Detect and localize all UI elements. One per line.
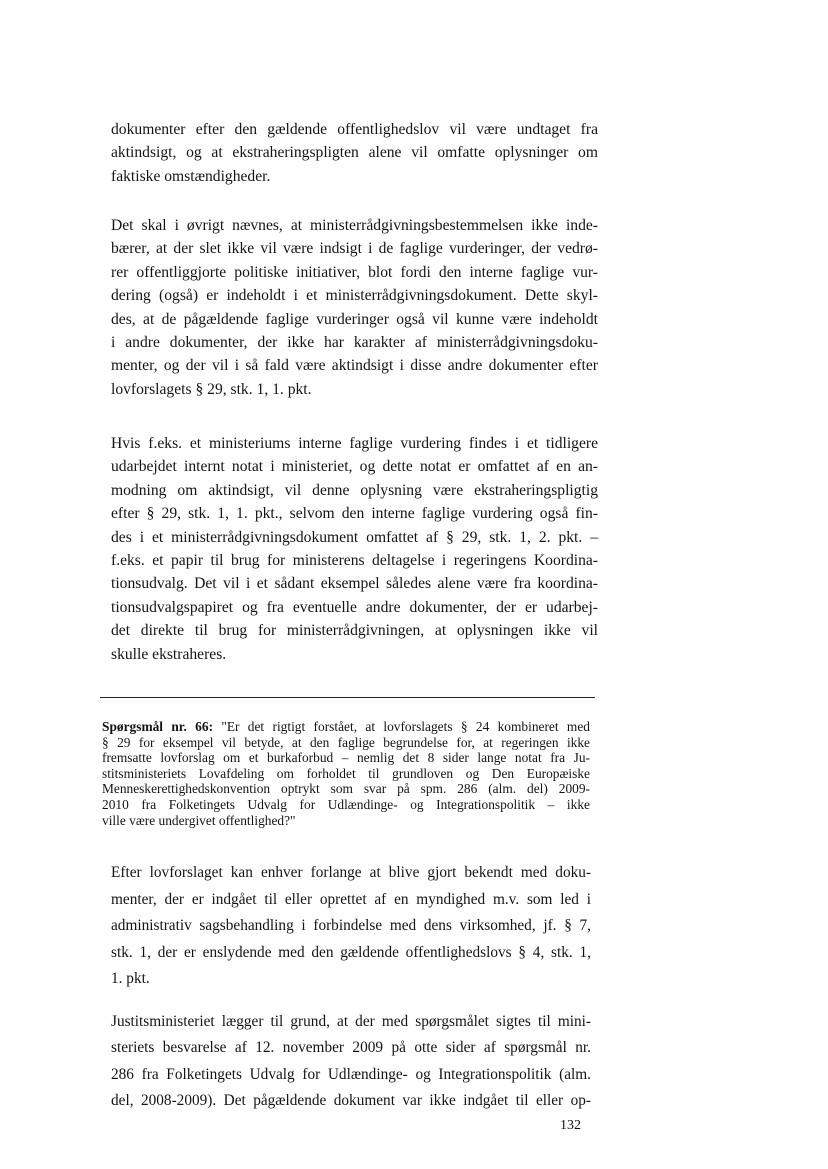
text-line: bærer, at der slet ikke vil være indsigt i de faglige vurderinger, der vedrø- xyxy=(111,240,598,258)
text-line: ville være undergivet offentlighed?" xyxy=(102,812,296,828)
text-line: 286 fra Folketingets Udvalg for Udlændinge- og Integrationspolitik (alm. xyxy=(111,1065,591,1083)
question-block xyxy=(102,719,590,828)
text-line: del, 2008-2009). Det pågældende dokument var ikke indgået til eller op- xyxy=(111,1092,591,1110)
text-line: faktiske omstændigheder. xyxy=(111,167,271,185)
text-line: tionsudvalg. Det vil i et sådant eksempel således alene være fra koordina- xyxy=(111,575,598,593)
text-line: des, at de pågældende faglige vurderinger også vil kunne være indeholdt xyxy=(111,310,598,328)
text-line: i andre dokumenter, der ikke har karakter af ministerrådgivningsdoku- xyxy=(111,334,598,352)
text-line: efter § 29, stk. 1, 1. pkt., selvom den interne faglige vurdering også fin- xyxy=(111,505,598,523)
text-line: det direkte til brug for ministerrådgivningen, at oplysningen ikke vil xyxy=(111,622,598,640)
text-line: 1. pkt. xyxy=(111,970,150,987)
text-line: udarbejdet internt notat i ministeriet, og dette notat er omfattet af en an- xyxy=(111,458,598,476)
paragraph-example xyxy=(111,432,598,666)
question-text: "Er det rigtigt forstået, at lovforslagets § 24 kombineret med xyxy=(213,719,590,734)
text-line: fremsatte lovforslag om et burkaforbud – nemlig det 8 sider lange notat fra Ju- xyxy=(102,750,590,766)
text-line: Efter lovforslaget kan enhver forlange at blive gjort bekendt med doku- xyxy=(111,864,591,881)
text-line: § 29 for eksempel vil betyde, at den faglige begrundelse for, at regeringen ikke xyxy=(102,734,590,750)
text-line: modning om aktindsigt, vil denne oplysning være ekstraheringspligtig xyxy=(111,481,598,499)
text-line: Det skal i øvrigt nævnes, at ministerrådgivningsbestemmelsen ikke inde- xyxy=(111,217,598,234)
text-line: menter, der er indgået til eller oprettet af en myndighed m.v. som led i xyxy=(111,890,591,908)
text-line: f.eks. et papir til brug for ministerens deltagelse i regeringens Koordina- xyxy=(111,552,598,570)
page-number: 132 xyxy=(560,1118,581,1133)
question-first-line xyxy=(102,719,590,735)
text-line: tionsudvalgspapiret og fra eventuelle andre dokumenter, der er udarbej- xyxy=(111,598,598,616)
text-line: stk. 1, der er enslydende med den gældende offentlighedslovs § 4, stk. 1, xyxy=(111,943,591,961)
text-line: steriets besvarelse af 12. november 2009 på otte sider af spørgsmål nr. xyxy=(111,1039,591,1057)
text-line: lovforslagets § 29, stk. 1, 1. pkt. xyxy=(111,380,312,398)
text-line: 2010 fra Folketingets Udvalg for Udlændinge- og Integrationspolitik – ikke xyxy=(102,796,590,812)
text-line: dering (også) er indeholdt i et ministerrådgivningsdokument. Dette skyl- xyxy=(111,287,598,305)
text-line: des i et ministerrådgivningsdokument omfattet af § 29, stk. 1, 2. pkt. – xyxy=(111,528,598,546)
paragraph-aktindsigt-intro xyxy=(111,118,598,188)
text-line: stitsministeriets Lovafdeling om forholdet til grundloven og Den Europæiske xyxy=(102,765,590,781)
section-divider xyxy=(100,697,595,698)
text-line: rer offentliggjorte politiske initiativer, blot fordi den interne faglige vur- xyxy=(111,263,598,281)
paragraph-answer-ministry xyxy=(111,1009,591,1115)
text-line: Menneskerettighedskonvention optrykt som svar på spm. 286 (alm. del) 2009- xyxy=(102,781,590,797)
text-line: skulle ekstraheres. xyxy=(111,645,227,663)
text-line: dokumenter efter den gældende offentlighedslov vil være undtaget fra xyxy=(111,121,598,138)
text-line: menter, og der vil i så fald være aktindsigt i disse andre dokumenter efter xyxy=(111,357,598,375)
text-line: Hvis f.eks. et ministeriums interne faglige vurdering findes i et tidligere xyxy=(111,435,598,452)
paragraph-ministerraadgivning xyxy=(111,214,598,401)
text-line: Justitsministeriet lægger til grund, at der med spørgsmålet sigtes til mini- xyxy=(111,1013,591,1030)
paragraph-answer-law xyxy=(111,860,591,993)
text-line: administrativ sagsbehandling i forbindelse med dens virksomhed, jf. § 7, xyxy=(111,917,591,934)
text-line: aktindsigt, og at ekstraheringspligten alene vil omfatte oplysninger om xyxy=(111,144,598,162)
question-label: Spørgsmål nr. 66: xyxy=(102,719,214,734)
